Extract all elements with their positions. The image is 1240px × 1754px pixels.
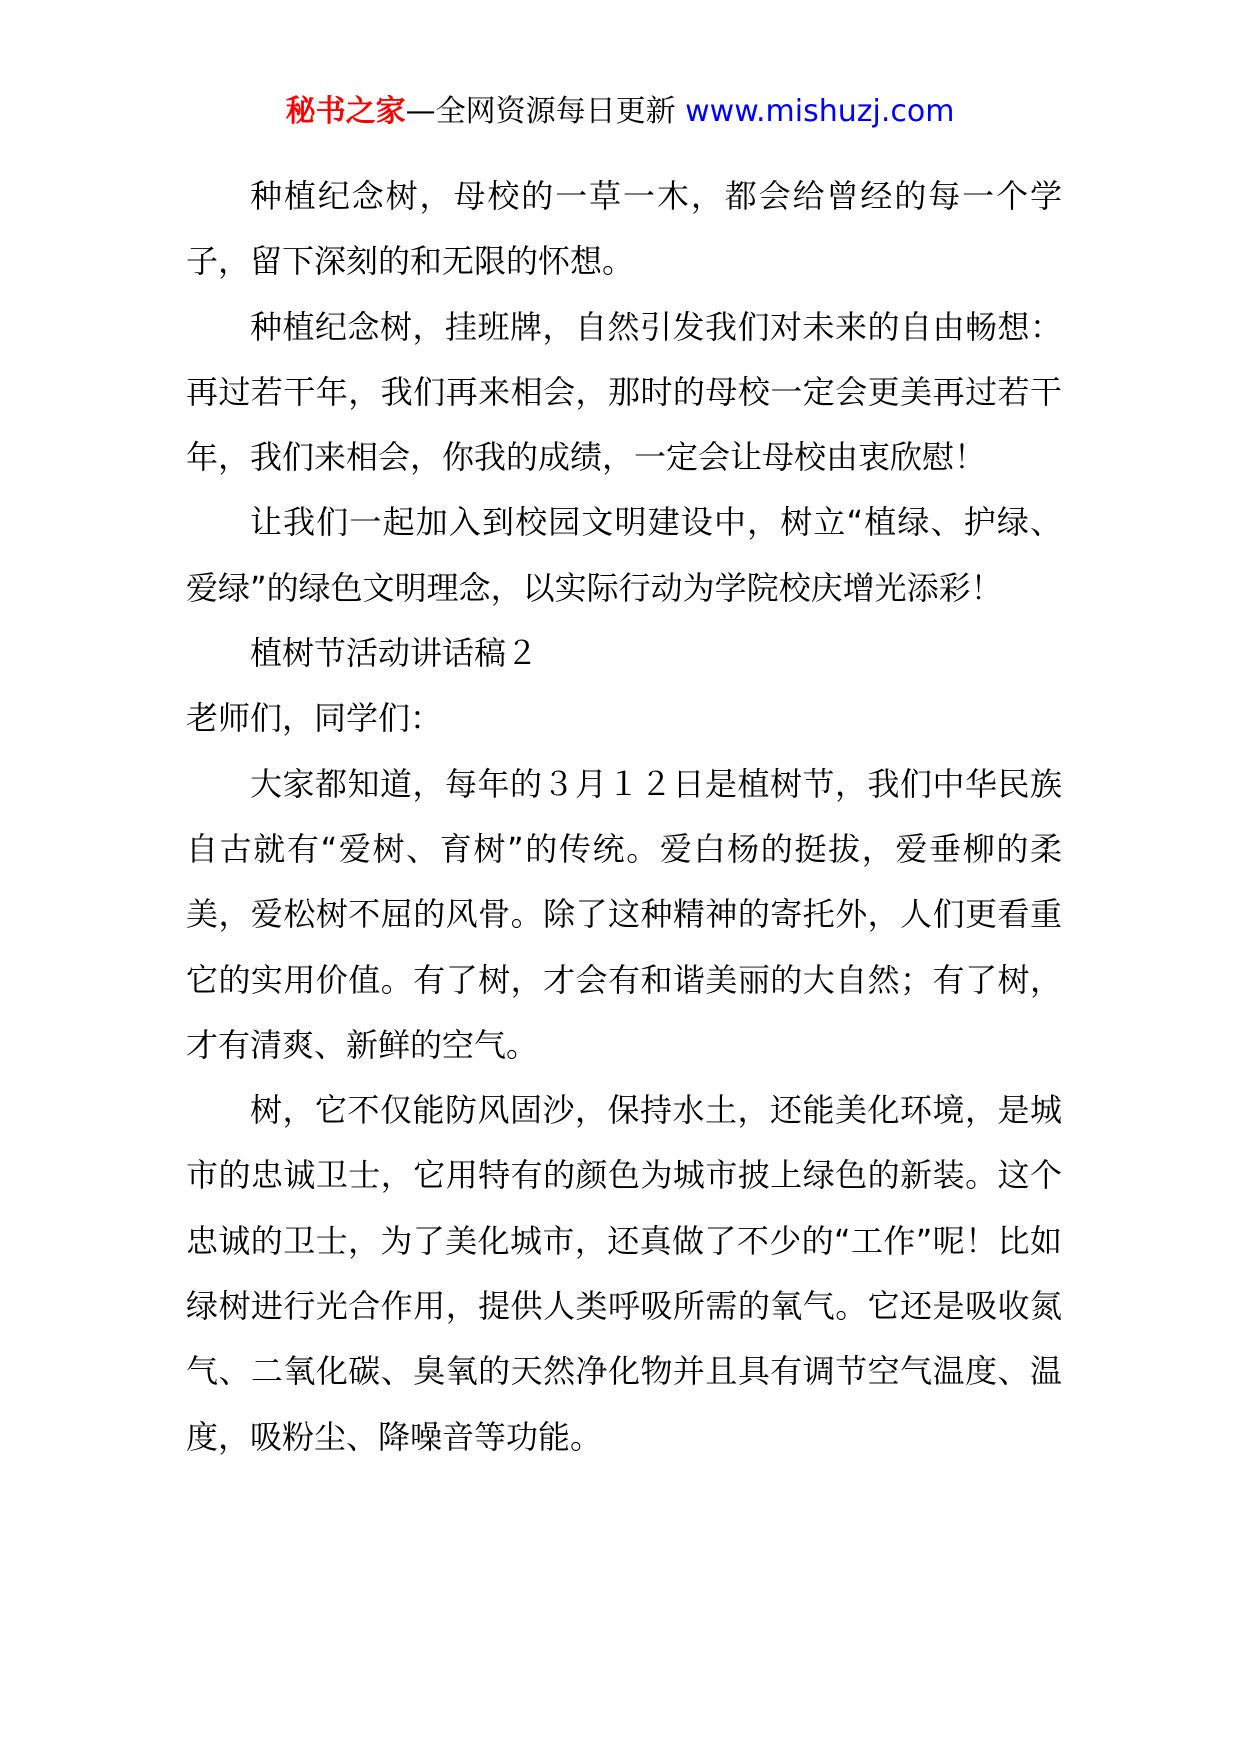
paragraph-tree-functions: 树，它不仅能防风固沙，保持水土，还能美化环境，是城市的忠诚卫士，它用特有的颜色为城市披上绿色的新装。这个忠诚的卫士，为了美化城市，还真做了不少的“工作”呢！比如绿树进行光合作用，提供人类呼吸所需的氧气。它还是吸收氮气、二氧化碳、臭氧的天然净化物并且具有调节空气温度、温度，吸粉尘、降噪音等功能。: [186, 1091, 1062, 1456]
paragraph-future-reunion: 种植纪念树，挂班牌，自然引发我们对未来的自由畅想：再过若干年，我们再来相会，那时的母校一定会更美再过若干年，我们来相会，你我的成绩，一定会让母校由衷欣慰！: [186, 307, 1062, 477]
paragraph-memorial-tree: 种植纪念树，母校的一草一木，都会给曾经的每一个学子，留下深刻的和无限的怀想。: [186, 177, 1062, 281]
site-tagline: —全网资源每日更新: [405, 94, 686, 129]
site-url-link[interactable]: www.mishuzj.com: [685, 94, 955, 129]
paragraph-green-campus: 让我们一起加入到校园文明建设中，树立“植绿、护绿、爱绿”的绿色文明理念，以实际行动为学院校庆增光添彩！: [186, 503, 1062, 607]
section-title: 植树节活动讲话稿２: [250, 634, 539, 673]
paragraph-arbor-day: 大家都知道，每年的３月１２日是植树节，我们中华民族自古就有“爱树、育树”的传统。爱白杨的挺拔，爱垂柳的柔美，爱松树不屈的风骨。除了这种精神的寄托外，人们更看重它的实用价值。有了树，才会有和谐美丽的大自然；有了树，才有清爽、新鲜的空气。: [186, 764, 1062, 1064]
document-body: [186, 164, 1062, 1470]
site-header: [0, 92, 1240, 132]
salutation: 老师们，同学们：: [186, 699, 443, 738]
site-brand: 秘书之家: [285, 94, 406, 129]
